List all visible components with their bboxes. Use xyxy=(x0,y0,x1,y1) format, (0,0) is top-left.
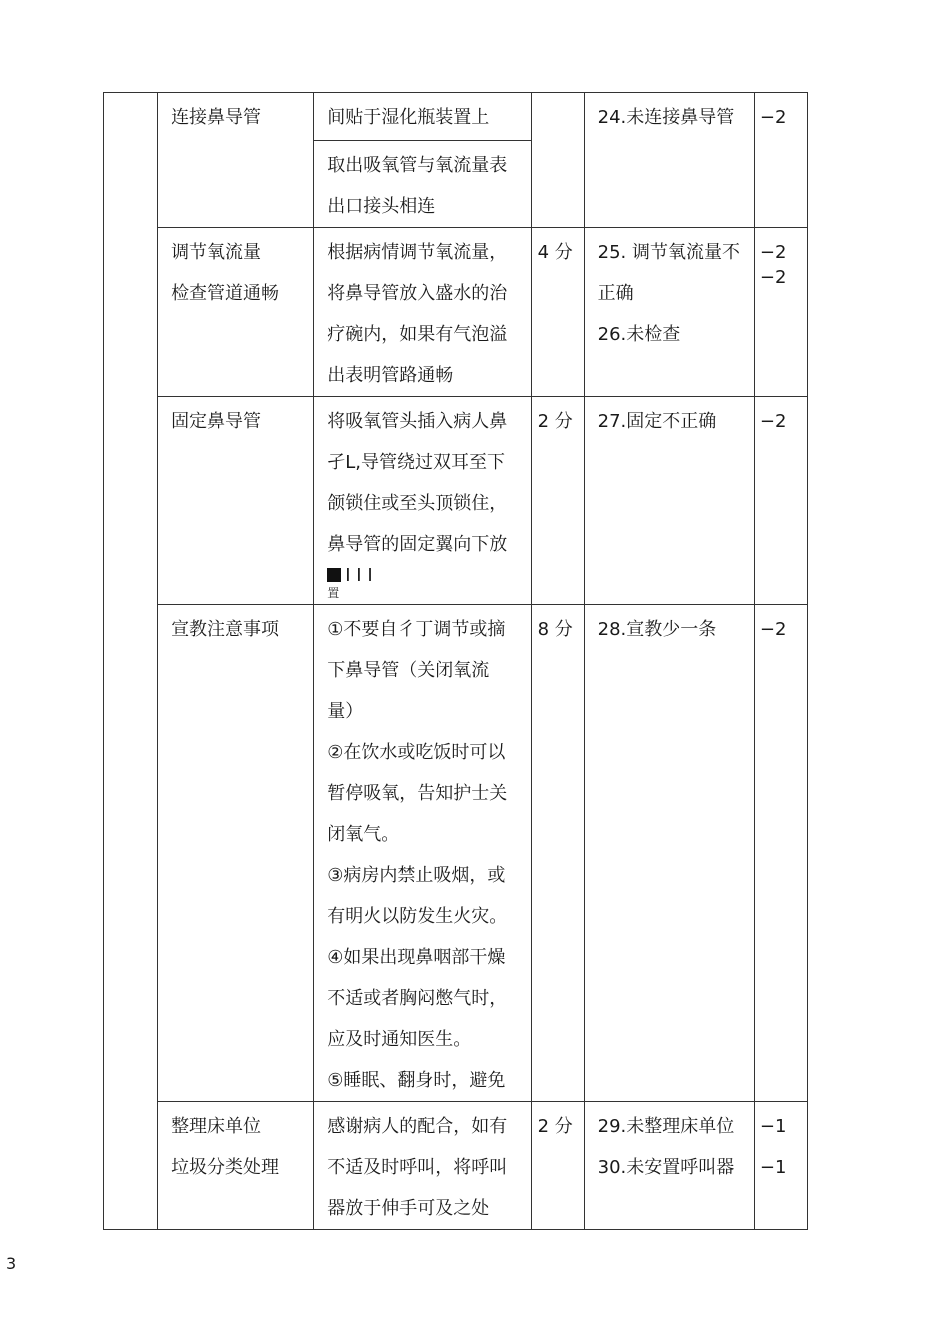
category-cell xyxy=(104,93,158,1230)
action-line: 应及时通知医生。 xyxy=(327,1029,472,1050)
step-cell xyxy=(158,93,314,228)
table-row xyxy=(104,397,808,605)
points-text: −1 xyxy=(759,1157,787,1178)
score-text: 2 分 xyxy=(537,411,573,432)
step-text: 检查管道通畅 xyxy=(171,283,280,304)
table-row xyxy=(104,93,808,141)
deduction-text: 28.宣教少一条 xyxy=(597,619,717,640)
action-line: 量） xyxy=(327,701,364,722)
action-line: 不适或者胸闷憋气时， xyxy=(327,988,508,1009)
points-text: −2 xyxy=(759,619,787,640)
step-text: 宣教注意事项 xyxy=(171,619,280,640)
points-cell xyxy=(754,93,807,228)
points-text: −1 xyxy=(759,1116,787,1137)
action-cell xyxy=(314,1102,531,1230)
deduction-cell xyxy=(584,397,754,605)
deduction-cell xyxy=(584,1102,754,1230)
deduction-text: 正确 xyxy=(597,283,634,304)
deduction-cell xyxy=(584,228,754,397)
score-cell xyxy=(531,397,584,605)
score-text: 8 分 xyxy=(537,619,573,640)
action-line: 暂停吸氧，告知护士关 xyxy=(327,783,508,804)
points-cell xyxy=(754,397,807,605)
action-line: 间贴于湿化瓶装置上 xyxy=(327,107,490,128)
step-text: 调节氧流量 xyxy=(171,242,262,263)
action-cell xyxy=(314,141,531,228)
step-cell xyxy=(158,397,314,605)
deduction-text: 24.未连接鼻导管 xyxy=(597,107,735,128)
points-text: −2 xyxy=(759,242,787,263)
deduction-text: 29.未整理床单位 xyxy=(597,1116,735,1137)
page-number: 3 xyxy=(6,1254,17,1273)
deduction-text: 27.固定不正确 xyxy=(597,411,717,432)
action-line: 感谢病人的配合，如有 xyxy=(327,1116,508,1137)
action-line: 不适及时呼叫，将呼叫 xyxy=(327,1157,508,1178)
action-line: 鼻导管的固定翼向下放 xyxy=(327,534,508,555)
action-line: ②在饮水或吃饭时可以 xyxy=(327,742,506,763)
table-row xyxy=(104,1102,808,1230)
step-text: 连接鼻导管 xyxy=(171,107,262,128)
step-text: 垃圾分类处理 xyxy=(171,1157,280,1178)
action-cell xyxy=(314,605,531,1102)
action-cell xyxy=(314,397,531,605)
action-line: 出表明管路通畅 xyxy=(327,365,454,386)
step-cell xyxy=(158,228,314,397)
points-cell xyxy=(754,228,807,397)
deduction-text: 25. 调节氧流量不 xyxy=(597,242,740,263)
deduction-text: 30.未安置呼叫器 xyxy=(597,1157,735,1178)
table-row xyxy=(104,228,808,397)
action-line: ⑤睡眠、翻身时，避免 xyxy=(327,1070,506,1091)
action-line: 器放于伸手可及之处 xyxy=(327,1198,490,1219)
action-line: ③病房内禁止吸烟，或 xyxy=(327,865,506,886)
score-text: 4 分 xyxy=(537,242,573,263)
action-line: 闭氧气。 xyxy=(327,824,400,845)
table-row xyxy=(104,605,808,1102)
action-line: 疗碗内，如果有气泡溢 xyxy=(327,324,508,345)
action-line: ④如果出现鼻咽部干燥 xyxy=(327,947,506,968)
action-line: 下鼻导管（关闭氧流 xyxy=(327,660,490,681)
action-line: 有明火以防发生火灾。 xyxy=(327,906,508,927)
square-mark-icon xyxy=(327,568,341,582)
action-line: 将鼻导管放入盛水的治 xyxy=(327,283,508,304)
action-fragment: I I I xyxy=(345,565,373,586)
action-line: 取出吸氧管与氧流量表 xyxy=(327,155,508,176)
points-text: −2 xyxy=(759,107,787,128)
action-cell xyxy=(314,228,531,397)
score-text: 2 分 xyxy=(537,1116,573,1137)
action-line: 置 xyxy=(327,586,340,600)
step-text: 固定鼻导管 xyxy=(171,411,262,432)
step-cell xyxy=(158,605,314,1102)
action-line: 颌锁住或至头顶锁住， xyxy=(327,493,508,514)
deduction-text: 26.未检查 xyxy=(597,324,681,345)
points-text: −2 xyxy=(759,411,787,432)
score-cell xyxy=(531,93,584,228)
action-line: 出口接头相连 xyxy=(327,196,436,217)
step-text: 整理床单位 xyxy=(171,1116,262,1137)
action-line xyxy=(327,565,530,587)
points-text: −2 xyxy=(759,267,787,288)
action-line: ①不要自彳丁调节或摘 xyxy=(327,619,506,640)
points-cell xyxy=(754,1102,807,1230)
score-cell xyxy=(531,228,584,397)
score-cell xyxy=(531,1102,584,1230)
deduction-cell xyxy=(584,93,754,228)
deduction-cell xyxy=(584,605,754,1102)
score-cell xyxy=(531,605,584,1102)
points-cell xyxy=(754,605,807,1102)
step-cell xyxy=(158,1102,314,1230)
action-cell xyxy=(314,93,531,141)
scoring-table xyxy=(103,92,808,1230)
action-line: 孑L,导管绕过双耳至下 xyxy=(327,452,506,473)
action-line: 将吸氧管头插入病人鼻 xyxy=(327,411,508,432)
action-line: 根据病情调节氧流量， xyxy=(327,242,508,263)
